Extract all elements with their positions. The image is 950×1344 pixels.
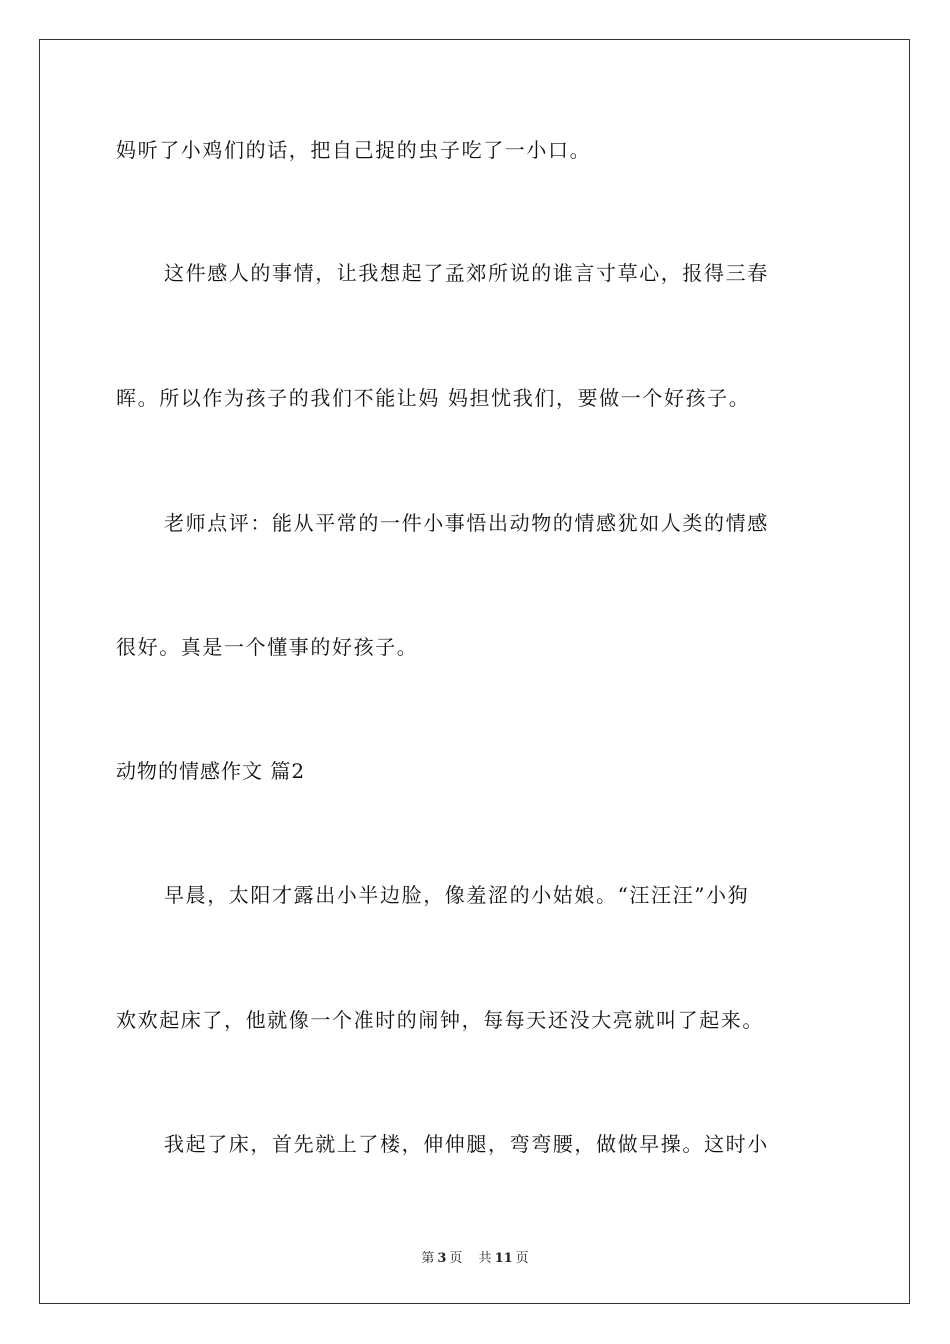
total-pages: 11: [494, 1251, 513, 1266]
paragraph-line-1: 妈听了小鸡们的话，把自己捉的虫子吃了一小口。: [116, 138, 592, 162]
page-number: 3: [437, 1251, 447, 1266]
total-pages-indicator: [476, 1251, 532, 1266]
page-border: [39, 39, 910, 1304]
paragraph-line-3: 晖。所以作为孩子的我们不能让妈 妈担忧我们，要做一个好孩子。: [116, 386, 751, 410]
total-prefix: 共: [478, 1251, 492, 1266]
paragraph-line-2: 这件感人的事情，让我想起了孟郊所说的谁言寸草心，报得三春: [164, 261, 769, 285]
page-indicator: [418, 1251, 465, 1266]
total-suffix: 页: [515, 1251, 529, 1266]
paragraph-line-6: 早晨，太阳才露出小半边脸，像羞涩的小姑娘。“汪汪汪”小狗: [164, 883, 750, 907]
paragraph-line-7: 欢欢起床了，他就像一个准时的闹钟，每每天还没大亮就叫了起来。: [116, 1008, 764, 1032]
section-heading: 动物的情感作文 篇2: [116, 759, 306, 783]
paragraph-line-8: 我起了床，首先就上了楼，伸伸腿，弯弯腰，做做早操。这时小: [164, 1132, 769, 1156]
page-suffix: 页: [449, 1251, 463, 1266]
page-prefix: 第: [421, 1251, 435, 1266]
page-footer: [0, 1247, 950, 1266]
paragraph-line-5: 很好。真是一个懂事的好孩子。: [116, 635, 419, 659]
paragraph-line-4: 老师点评：能从平常的一件小事悟出动物的情感犹如人类的情感: [164, 511, 769, 535]
